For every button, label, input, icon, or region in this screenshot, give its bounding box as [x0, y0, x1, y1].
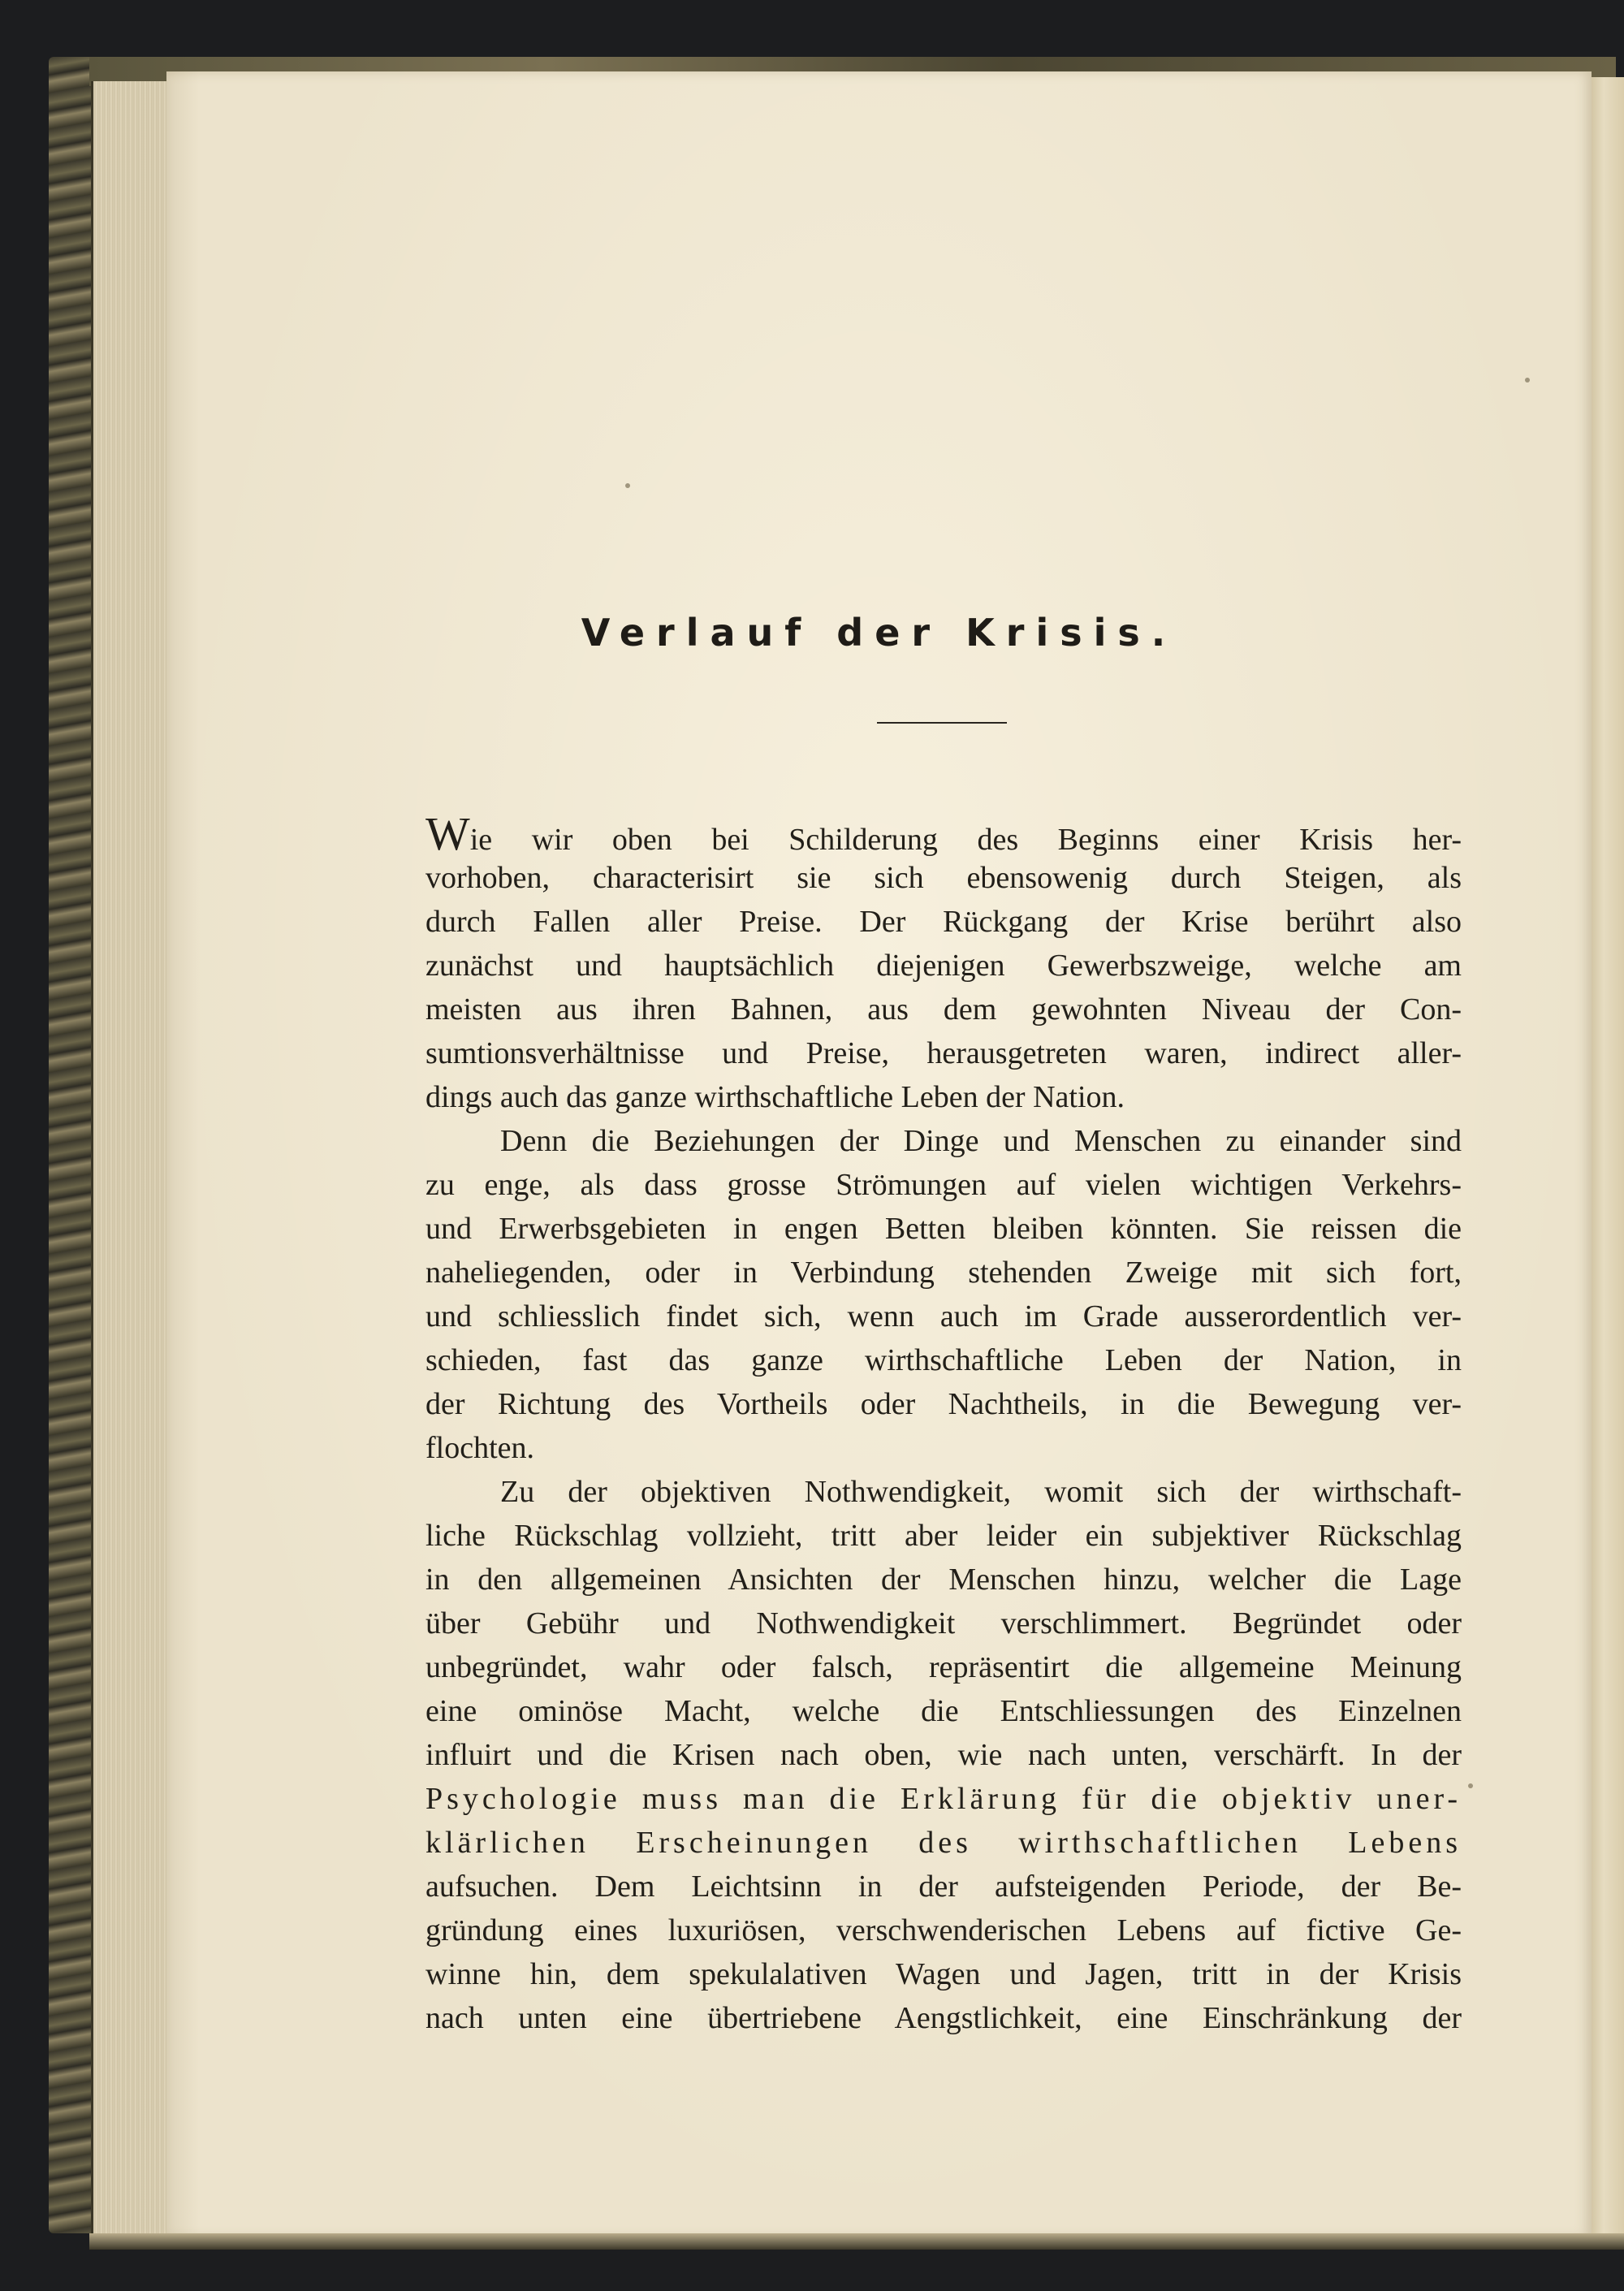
paragraph — [425, 1470, 1462, 2040]
text-line: und schliesslich findet sich, wenn auch im Grade ausserordentlich ver- — [425, 1299, 1462, 1334]
text-line: zunächst und hauptsächlich diejenigen Gewerbszweige, welche am — [425, 949, 1462, 983]
page-speck — [625, 483, 630, 488]
text-line: Zu der objektiven Nothwendigkeit, womit sich der wirthschaft- — [500, 1475, 1462, 1509]
text-line: aufsuchen. Dem Leichtsinn in der aufsteigenden Periode, der Be- — [425, 1870, 1462, 1904]
text-line — [425, 812, 1462, 856]
text-line: naheliegenden, oder in Verbindung stehenden Zweige mit sich fort, — [425, 1256, 1462, 1290]
text-line: durch Fallen aller Preise. Der Rückgang der Krise berührt also — [425, 905, 1462, 939]
text-line: schieden, fast das ganze wirthschaftliche Leben der Nation, in — [425, 1343, 1462, 1377]
text-line: winne hin, dem spekulalativen Wagen und Jagen, tritt in der Krisis — [425, 1957, 1462, 1991]
next-page-edge — [1587, 77, 1624, 2246]
text-line: meisten aus ihren Bahnen, aus dem gewohnten Niveau der Con- — [425, 992, 1462, 1027]
text-line: Denn die Beziehungen der Dinge und Menschen zu einander sind — [500, 1124, 1462, 1158]
text-line: unbegründet, wahr oder falsch, repräsentirt die allgemeine Meinung — [425, 1650, 1462, 1684]
text-line: dings auch das ganze wirthschaftliche Leben der Nation. — [425, 1080, 1125, 1114]
paragraph — [425, 812, 1462, 1119]
drop-cap: W — [425, 812, 470, 856]
page-speck — [1468, 1783, 1473, 1788]
page-stack-edge — [91, 81, 175, 2241]
page-speck — [1525, 378, 1530, 383]
book-bottom-edge — [89, 2233, 1624, 2250]
text-line: liche Rückschlag vollzieht, tritt aber leider ein subjektiver Rückschlag — [425, 1519, 1462, 1553]
text-line: flochten. — [425, 1431, 535, 1465]
text-line: klärlichen Erscheinungen des wirthschaftlichen Lebens — [425, 1826, 1462, 1860]
text-line: nach unten eine übertriebene Aengstlichkeit, eine Einschränkung der — [425, 2001, 1462, 2035]
text-line: zu enge, als dass grosse Strömungen auf vielen wichtigen Verkehrs- — [425, 1168, 1462, 1202]
body-text — [425, 812, 1462, 2040]
text-line: sumtionsverhältnisse und Preise, herausgetreten waren, indirect aller- — [425, 1036, 1462, 1070]
text-line: vorhoben, characterisirt sie sich ebensowenig durch Steigen, als — [425, 861, 1462, 895]
text-line: Psychologie muss man die Erklärung für die objektiv uner- — [425, 1782, 1462, 1816]
text-line: und Erwerbsgebieten in engen Betten bleiben könnten. Sie reissen die — [425, 1212, 1462, 1246]
heading-rule — [877, 722, 1007, 724]
paragraph — [425, 1119, 1462, 1470]
text-line: in den allgemeinen Ansichten der Menschen hinzu, welcher die Lage — [425, 1563, 1462, 1597]
text-line: über Gebühr und Nothwendigkeit verschlimmert. Begründet oder — [425, 1606, 1462, 1640]
text-line: eine ominöse Macht, welche die Entschliessungen des Einzelnen — [425, 1694, 1462, 1728]
page-heading: Verlauf der Krisis. — [581, 611, 1177, 655]
text-line: influirt und die Krisen nach oben, wie nach unten, verschärft. In der — [425, 1738, 1462, 1772]
line-text: ie wir oben bei Schilderung des Beginns einer Krisis her- — [469, 823, 1462, 856]
text-line: der Richtung des Vortheils oder Nachtheils, in die Bewegung ver- — [425, 1387, 1462, 1421]
text-line: gründung eines luxuriösen, verschwenderischen Lebens auf fictive Ge- — [425, 1913, 1462, 1947]
